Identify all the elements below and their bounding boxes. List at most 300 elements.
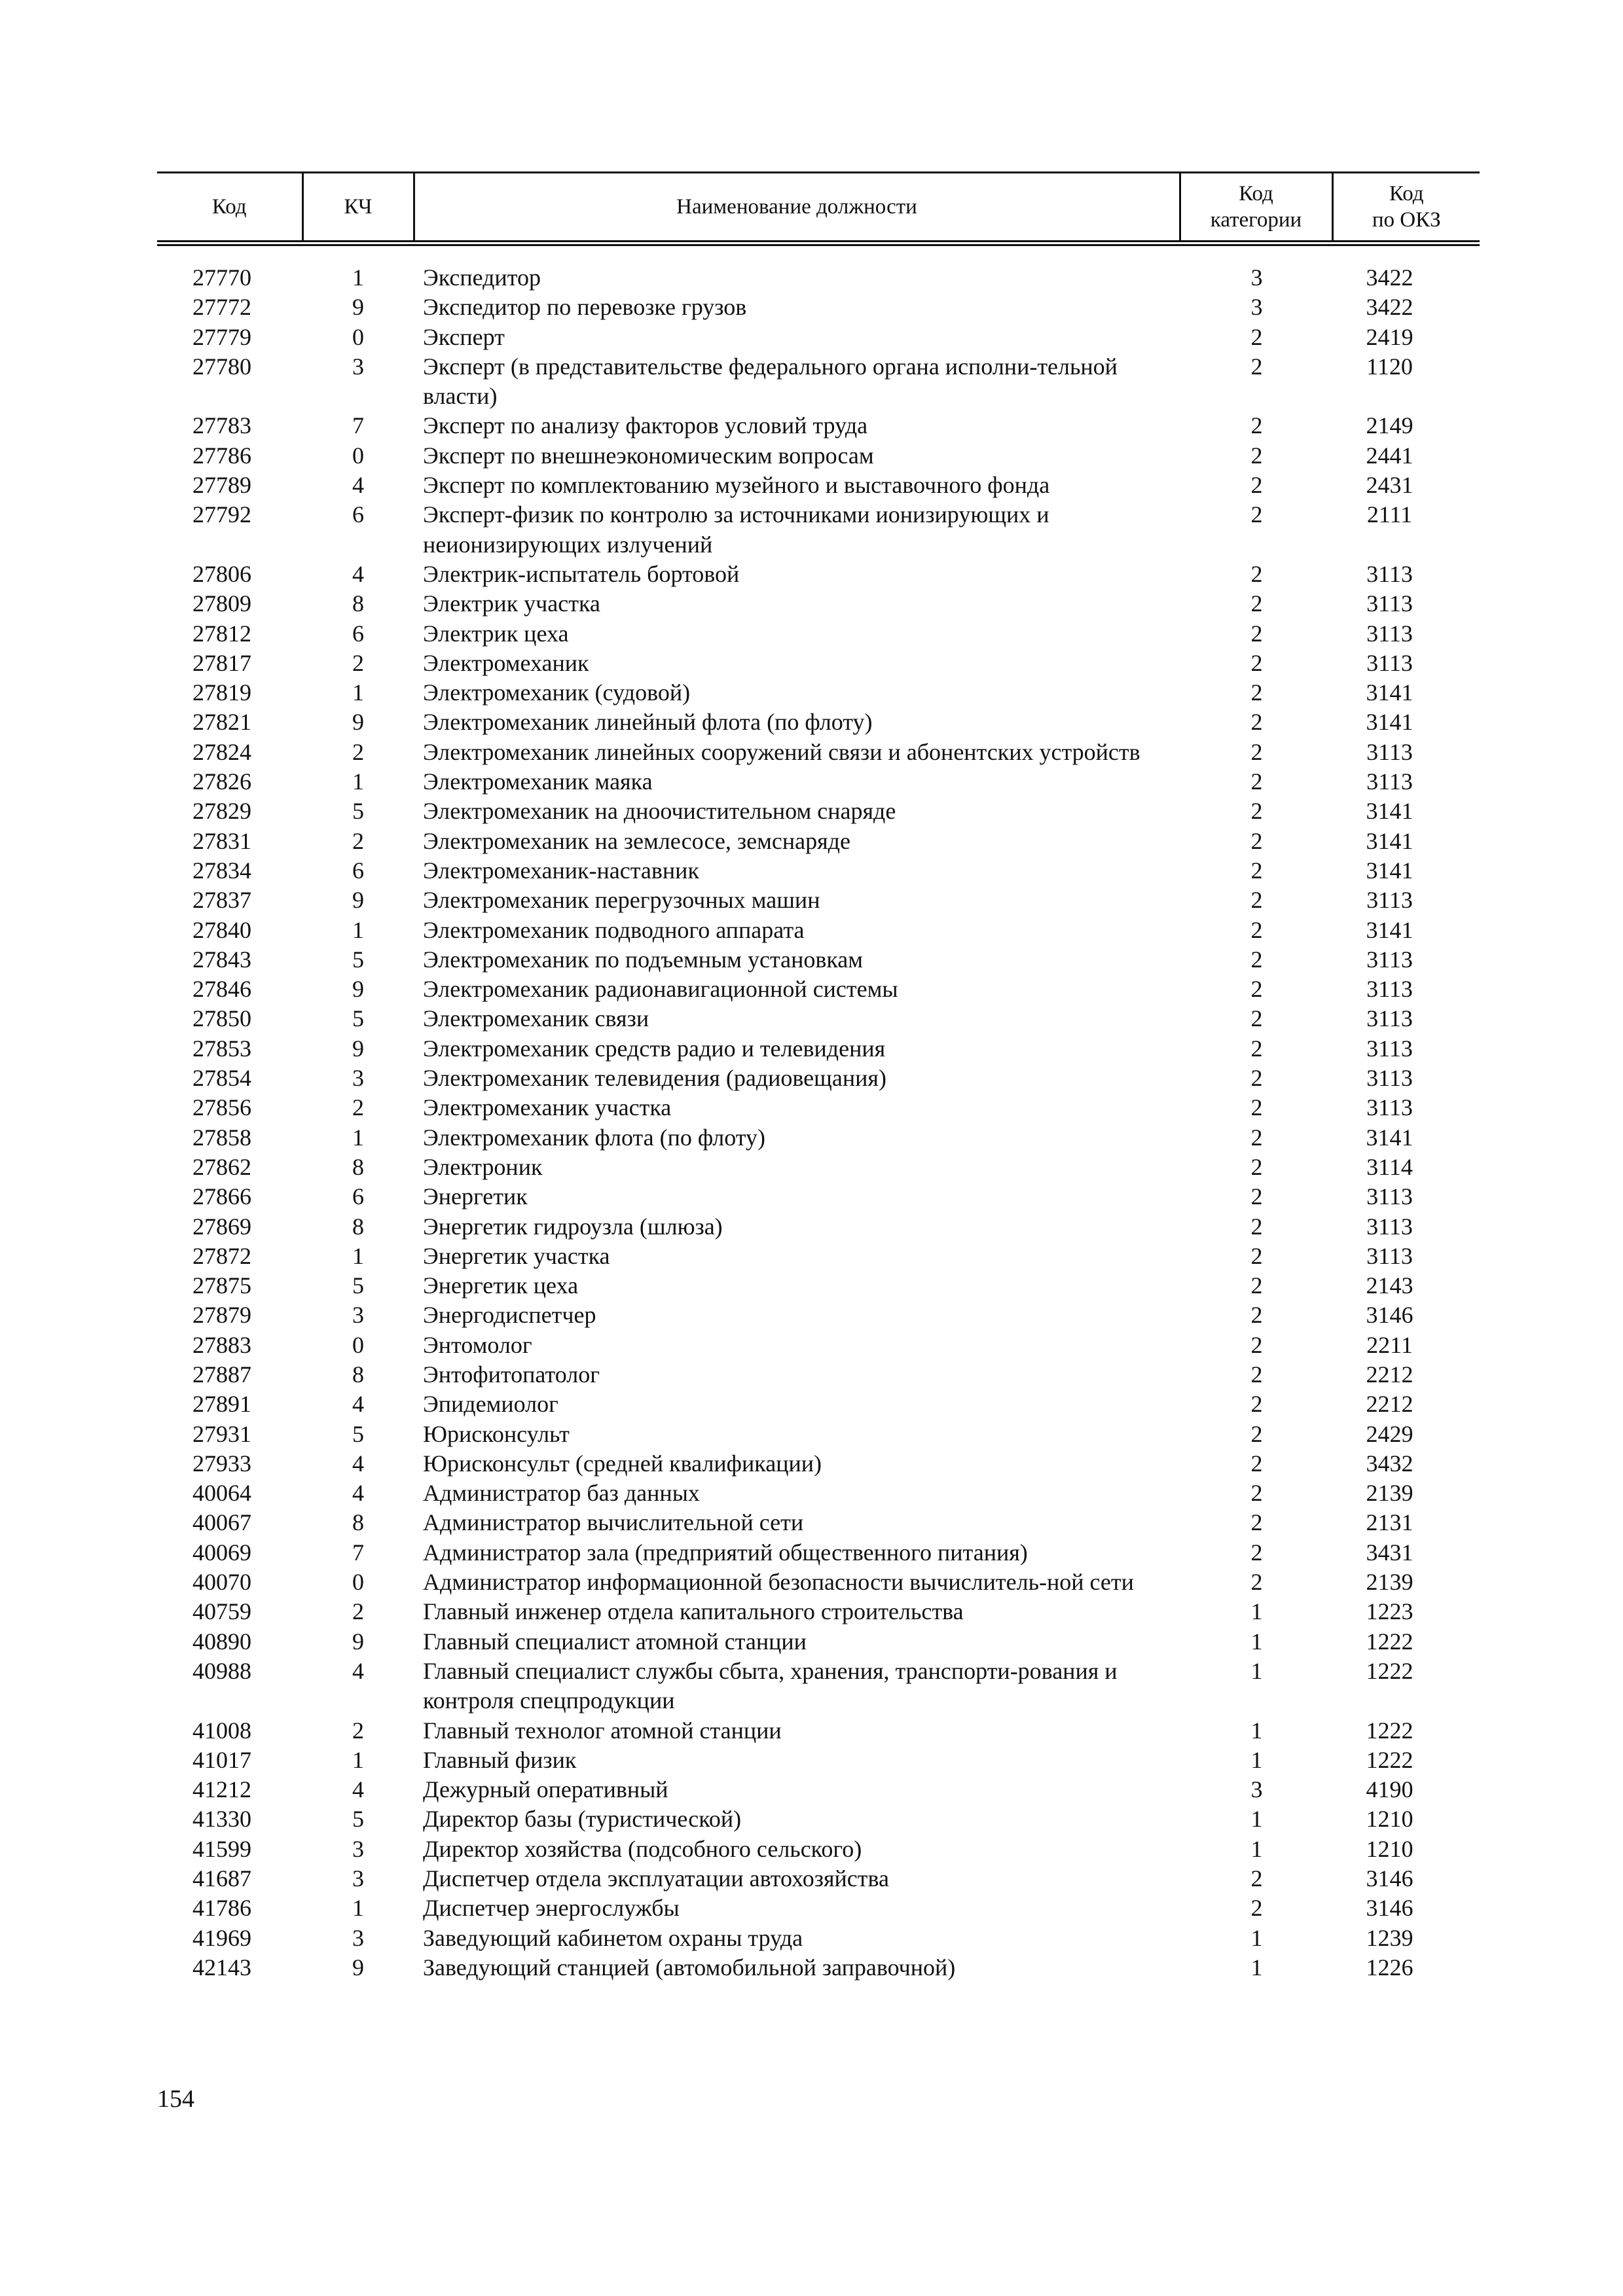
row-kch: 5 [352, 1272, 364, 1299]
row-position-name: Юрисконсульт [423, 1420, 570, 1447]
row-position-name: Директор хозяйства (подсобного сельского) [423, 1835, 862, 1862]
header-category-code [1180, 173, 1332, 243]
row-position-name: Диспетчер отдела эксплуатации автохозяйства [423, 1865, 889, 1892]
row-okz: 4190 [1366, 1776, 1413, 1803]
row-category: 2 [1250, 768, 1263, 795]
row-category: 1 [1250, 1717, 1263, 1744]
row-okz: 3113 [1366, 1213, 1413, 1240]
row-okz: 3141 [1366, 857, 1413, 884]
row-code: 40069 [192, 1539, 251, 1566]
row-position-name: Главный технолог атомной станции [423, 1717, 782, 1744]
header-okz-code [1332, 173, 1480, 243]
row-code: 27858 [192, 1124, 251, 1151]
row-category: 2 [1250, 857, 1263, 884]
table-row [157, 352, 1480, 412]
row-kch: 4 [352, 472, 364, 499]
row-category: 2 [1250, 472, 1263, 499]
row-code: 27933 [192, 1450, 251, 1477]
row-kch: 3 [352, 1835, 364, 1862]
row-position-name: Электрик-испытатель бортовой [423, 560, 740, 587]
row-position-name: Энтомолог [423, 1331, 532, 1358]
row-code: 27862 [192, 1153, 251, 1180]
table-row [157, 1804, 1480, 1834]
row-category: 2 [1250, 887, 1263, 914]
table-row [157, 441, 1480, 471]
row-okz: 3141 [1366, 679, 1413, 706]
row-position-name: Энергетик гидроузла (шлюза) [423, 1213, 723, 1240]
row-position-name: Электромеханик перегрузочных машин [423, 887, 820, 914]
table-row [157, 471, 1480, 500]
row-category: 2 [1250, 827, 1263, 854]
table-row [157, 1123, 1480, 1153]
row-kch: 9 [352, 709, 364, 736]
row-kch: 3 [352, 1865, 364, 1892]
table-row [157, 1953, 1480, 1982]
row-kch: 9 [352, 1954, 364, 1981]
table-row [157, 1716, 1480, 1746]
table-row [157, 649, 1480, 678]
row-okz: 1239 [1366, 1924, 1413, 1951]
table-row [157, 1182, 1480, 1211]
row-kch: 6 [352, 620, 364, 647]
row-okz: 3113 [1366, 946, 1413, 973]
row-position-name: Эксперт по анализу факторов условий труда [423, 412, 868, 439]
table-body [157, 243, 1480, 1983]
row-position-name: Электромеханик связи [423, 1005, 649, 1032]
row-category: 2 [1250, 442, 1263, 469]
table-row [157, 1449, 1480, 1479]
row-code: 27831 [192, 827, 251, 854]
table-row [157, 1242, 1480, 1271]
row-category: 2 [1250, 1865, 1263, 1892]
row-okz: 3146 [1366, 1895, 1413, 1922]
table-row [157, 1390, 1480, 1419]
row-position-name: Администратор вычислительной сети [423, 1509, 804, 1536]
row-position-name: Электроник [423, 1153, 543, 1180]
row-kch: 0 [352, 323, 364, 350]
table-row [157, 500, 1480, 560]
row-category: 2 [1250, 738, 1263, 765]
row-category: 1 [1250, 1746, 1263, 1773]
row-code: 27809 [192, 590, 251, 617]
document-page [157, 171, 1480, 1982]
row-code: 27780 [192, 353, 251, 380]
row-code: 41017 [192, 1746, 251, 1773]
row-position-name: Энергетик участка [423, 1242, 610, 1269]
row-kch: 4 [352, 1776, 364, 1803]
row-okz: 3113 [1366, 620, 1413, 647]
row-category: 2 [1250, 1450, 1263, 1477]
row-position-name: Энергетик [423, 1183, 528, 1210]
table-row [157, 975, 1480, 1004]
row-code: 27883 [192, 1331, 251, 1358]
table-row [157, 886, 1480, 915]
row-code: 41786 [192, 1895, 251, 1922]
row-code: 27812 [192, 620, 251, 647]
table-row [157, 767, 1480, 797]
row-code: 27856 [192, 1094, 251, 1121]
row-position-name: Электрик цеха [423, 620, 569, 647]
row-kch: 7 [352, 412, 364, 439]
row-category: 2 [1250, 916, 1263, 943]
row-position-name: Главный инженер отдела капитального строительства [423, 1598, 964, 1625]
page-number: 154 [157, 2085, 194, 2113]
table-row [157, 1004, 1480, 1033]
table-row [157, 1835, 1480, 1864]
row-code: 27786 [192, 442, 251, 469]
row-kch: 4 [352, 1480, 364, 1507]
row-kch: 1 [352, 916, 364, 943]
row-okz: 1222 [1366, 1746, 1413, 1773]
row-category: 3 [1250, 294, 1263, 321]
row-position-name: Электромеханик на землесосе, земснаряде [423, 827, 850, 854]
row-position-name: Заведующий станцией (автомобильной заправочной) [423, 1954, 956, 1981]
row-kch: 2 [352, 1094, 364, 1121]
row-position-name: Администратор баз данных [423, 1480, 700, 1507]
table-row [157, 708, 1480, 737]
row-position-name: Экспедитор [423, 264, 541, 291]
row-position-name: Электромеханик линейный флота (по флоту) [423, 709, 873, 736]
row-okz: 1120 [1366, 353, 1413, 380]
row-code: 27819 [192, 679, 251, 706]
row-okz: 3113 [1366, 1065, 1413, 1092]
row-kch: 5 [352, 946, 364, 973]
row-position-name: Электромеханик маяка [423, 768, 653, 795]
row-code: 41687 [192, 1865, 251, 1892]
row-category: 1 [1250, 1657, 1263, 1684]
row-position-name: Эксперт [423, 323, 505, 350]
row-okz: 1222 [1366, 1657, 1413, 1684]
row-category: 2 [1250, 798, 1263, 825]
row-kch: 2 [352, 827, 364, 854]
row-position-name: Главный физик [423, 1746, 577, 1773]
row-position-name: Электромеханик средств радио и телевидения [423, 1035, 886, 1062]
table-row [157, 1568, 1480, 1597]
row-category: 1 [1250, 1924, 1263, 1951]
row-kch: 9 [352, 887, 364, 914]
row-code: 41008 [192, 1717, 251, 1744]
table-row [157, 1508, 1480, 1537]
row-kch: 2 [352, 649, 364, 676]
row-kch: 0 [352, 1331, 364, 1358]
row-okz: 1210 [1366, 1806, 1413, 1833]
row-okz: 3432 [1366, 1450, 1413, 1477]
row-category: 2 [1250, 1895, 1263, 1922]
row-kch: 9 [352, 294, 364, 321]
row-position-name: Электрик участка [423, 590, 600, 617]
row-okz: 3422 [1366, 264, 1413, 291]
row-kch: 8 [352, 1153, 364, 1180]
row-category: 3 [1250, 1776, 1263, 1803]
row-position-name: Дежурный оперативный [423, 1776, 668, 1803]
row-code: 40064 [192, 1480, 251, 1507]
row-code: 27879 [192, 1302, 251, 1329]
row-category: 2 [1250, 323, 1263, 350]
table-row [157, 1893, 1480, 1923]
header-okz-line2: по ОКЗ [1372, 208, 1441, 232]
row-category: 2 [1250, 976, 1263, 1003]
row-kch: 5 [352, 1806, 364, 1833]
row-okz: 2419 [1366, 323, 1413, 350]
row-category: 2 [1250, 649, 1263, 676]
row-position-name: Электромеханик линейных сооружений связи и абонентских устройств [423, 738, 1140, 765]
row-code: 27866 [192, 1183, 251, 1210]
row-kch: 3 [352, 1065, 364, 1092]
row-okz: 3141 [1366, 916, 1413, 943]
row-okz: 2139 [1366, 1480, 1413, 1507]
row-okz: 3146 [1366, 1302, 1413, 1329]
row-okz: 3113 [1366, 976, 1413, 1003]
table-row [157, 1300, 1480, 1330]
table-row [157, 1331, 1480, 1360]
row-category: 2 [1250, 679, 1263, 706]
header-position-name: Наименование должности [414, 173, 1180, 243]
row-kch: 3 [352, 1924, 364, 1951]
row-okz: 2111 [1366, 501, 1413, 528]
row-okz: 3113 [1366, 1035, 1413, 1062]
row-kch: 9 [352, 976, 364, 1003]
row-code: 42143 [192, 1954, 251, 1981]
row-position-name: Электромеханик на дноочистительном снаряде [423, 798, 896, 825]
row-kch: 8 [352, 1213, 364, 1240]
row-kch: 4 [352, 1657, 364, 1684]
row-category: 2 [1250, 1569, 1263, 1596]
row-kch: 1 [352, 768, 364, 795]
row-position-name: Главный специалист службы сбыта, хранения, транспорти-рования и контроля спецпродукции [423, 1657, 1118, 1714]
row-kch: 6 [352, 501, 364, 528]
row-kch: 1 [352, 264, 364, 291]
row-okz: 2139 [1366, 1569, 1413, 1596]
row-kch: 1 [352, 679, 364, 706]
row-okz: 2441 [1366, 442, 1413, 469]
row-okz: 3113 [1366, 1242, 1413, 1269]
row-okz: 3113 [1366, 738, 1413, 765]
row-code: 27829 [192, 798, 251, 825]
row-code: 27826 [192, 768, 251, 795]
row-okz: 3113 [1366, 1005, 1413, 1032]
row-position-name: Электромеханик радионавигационной системы [423, 976, 898, 1003]
row-category: 1 [1250, 1954, 1263, 1981]
table-row [157, 1479, 1480, 1508]
table-row [157, 945, 1480, 975]
row-category: 1 [1250, 1835, 1263, 1862]
row-kch: 9 [352, 1628, 364, 1655]
row-okz: 3141 [1366, 827, 1413, 854]
row-category: 2 [1250, 560, 1263, 587]
table-row [157, 1864, 1480, 1893]
row-category: 2 [1250, 1331, 1263, 1358]
row-position-name: Администратор зала (предприятий общественного питания) [423, 1539, 1028, 1566]
row-code: 27772 [192, 294, 251, 321]
row-category: 2 [1250, 1302, 1263, 1329]
row-code: 27840 [192, 916, 251, 943]
row-position-name: Эксперт (в представительстве федерального органа исполни-тельной власти) [423, 353, 1118, 410]
row-okz: 3431 [1366, 1539, 1413, 1566]
row-position-name: Электромеханик [423, 649, 589, 676]
row-category: 2 [1250, 353, 1263, 380]
row-category: 2 [1250, 620, 1263, 647]
table-row [157, 678, 1480, 708]
table-row [157, 1657, 1480, 1716]
row-kch: 4 [352, 560, 364, 587]
row-category: 2 [1250, 1391, 1263, 1418]
row-code: 27891 [192, 1391, 251, 1418]
row-position-name: Юрисконсульт (средней квалификации) [423, 1450, 822, 1477]
table-row [157, 827, 1480, 856]
row-position-name: Энтофитопатолог [423, 1361, 600, 1388]
row-code: 27779 [192, 323, 251, 350]
row-okz: 2212 [1366, 1391, 1413, 1418]
row-kch: 3 [352, 353, 364, 380]
row-position-name: Эксперт по комплектованию музейного и выставочного фонда [423, 472, 1050, 499]
row-category: 2 [1250, 1065, 1263, 1092]
row-kch: 4 [352, 1450, 364, 1477]
row-okz: 1210 [1366, 1835, 1413, 1862]
table-row [157, 560, 1480, 589]
row-code: 40070 [192, 1569, 251, 1596]
row-category: 3 [1250, 264, 1263, 291]
row-okz: 3141 [1366, 1124, 1413, 1151]
table-row [157, 1924, 1480, 1953]
row-code: 27789 [192, 472, 251, 499]
row-kch: 5 [352, 798, 364, 825]
table-row [157, 323, 1480, 352]
row-category: 2 [1250, 1480, 1263, 1507]
row-code: 27843 [192, 946, 251, 973]
row-okz: 3422 [1366, 294, 1413, 321]
table-row [157, 619, 1480, 649]
row-okz: 3113 [1366, 887, 1413, 914]
row-position-name: Электромеханик телевидения (радиовещания) [423, 1065, 886, 1092]
row-code: 27770 [192, 264, 251, 291]
row-category: 2 [1250, 1361, 1263, 1388]
header-code: Код [157, 173, 302, 243]
positions-table [157, 171, 1480, 1982]
row-code: 41212 [192, 1776, 251, 1803]
row-code: 40759 [192, 1598, 251, 1625]
row-position-name: Энергетик цеха [423, 1272, 579, 1299]
row-position-name: Диспетчер энергослужбы [423, 1895, 680, 1922]
row-category: 1 [1250, 1628, 1263, 1655]
table-row [157, 1360, 1480, 1390]
row-kch: 0 [352, 1569, 364, 1596]
table-row [157, 1775, 1480, 1804]
table-row [157, 738, 1480, 767]
row-okz: 3113 [1366, 1094, 1413, 1121]
row-code: 40067 [192, 1509, 251, 1536]
table-row [157, 1420, 1480, 1449]
row-category: 2 [1250, 1035, 1263, 1062]
row-position-name: Электромеханик флота (по флоту) [423, 1124, 766, 1151]
row-position-name: Эксперт-физик по контролю за источниками ионизирующих и неионизирующих излучений [423, 501, 1049, 558]
table-row [157, 293, 1480, 322]
row-category: 1 [1250, 1806, 1263, 1833]
row-okz: 3113 [1366, 649, 1413, 676]
row-position-name: Энергодиспетчер [423, 1302, 596, 1329]
row-category: 2 [1250, 1242, 1263, 1269]
row-code: 27854 [192, 1065, 251, 1092]
header-category-line1: Код [1239, 182, 1273, 206]
row-code: 27875 [192, 1272, 251, 1299]
table-row [157, 1538, 1480, 1568]
row-category: 2 [1250, 1420, 1263, 1447]
table-row [157, 1271, 1480, 1300]
row-kch: 5 [352, 1420, 364, 1447]
table-row [157, 856, 1480, 886]
row-code: 41969 [192, 1924, 251, 1951]
row-kch: 2 [352, 1717, 364, 1744]
row-code: 40988 [192, 1657, 251, 1684]
row-code: 27806 [192, 560, 251, 587]
table-header [157, 173, 1480, 243]
row-kch: 4 [352, 1391, 364, 1418]
row-position-name: Администратор информационной безопасности вычислитель-ной сети [423, 1569, 1134, 1596]
row-code: 27853 [192, 1035, 251, 1062]
header-okz-line1: Код [1389, 182, 1424, 206]
row-code: 27869 [192, 1213, 251, 1240]
row-okz: 2431 [1366, 472, 1413, 499]
row-okz: 1222 [1366, 1717, 1413, 1744]
row-position-name: Эксперт по внешнеэкономическим вопросам [423, 442, 874, 469]
row-okz: 2143 [1366, 1272, 1413, 1299]
row-position-name: Электромеханик-наставник [423, 857, 699, 884]
row-category: 2 [1250, 1183, 1263, 1210]
row-category: 1 [1250, 1598, 1263, 1625]
row-kch: 0 [352, 442, 364, 469]
table-row [157, 589, 1480, 619]
row-okz: 2149 [1366, 412, 1413, 439]
row-kch: 1 [352, 1895, 364, 1922]
table-row [157, 1627, 1480, 1657]
row-kch: 5 [352, 1005, 364, 1032]
table-row [157, 1746, 1480, 1775]
row-okz: 3114 [1366, 1153, 1413, 1180]
row-kch: 6 [352, 857, 364, 884]
row-kch: 2 [352, 738, 364, 765]
row-code: 27817 [192, 649, 251, 676]
row-kch: 1 [352, 1242, 364, 1269]
table-row [157, 797, 1480, 826]
row-okz: 3113 [1366, 590, 1413, 617]
table-row [157, 1153, 1480, 1182]
row-code: 27850 [192, 1005, 251, 1032]
row-category: 2 [1250, 709, 1263, 736]
row-kch: 2 [352, 1598, 364, 1625]
row-category: 2 [1250, 946, 1263, 973]
table-row [157, 916, 1480, 945]
row-code: 27837 [192, 887, 251, 914]
row-position-name: Экспедитор по перевозке грузов [423, 294, 747, 321]
header-kch: КЧ [302, 173, 414, 243]
row-category: 2 [1250, 1094, 1263, 1121]
row-okz: 3146 [1366, 1865, 1413, 1892]
row-category: 2 [1250, 1124, 1263, 1151]
row-okz: 1223 [1366, 1598, 1413, 1625]
row-code: 27846 [192, 976, 251, 1003]
row-okz: 3113 [1366, 1183, 1413, 1210]
row-kch: 9 [352, 1035, 364, 1062]
row-category: 2 [1250, 1539, 1263, 1566]
row-position-name: Главный специалист атомной станции [423, 1628, 807, 1655]
table-row [157, 1093, 1480, 1122]
row-code: 27821 [192, 709, 251, 736]
row-kch: 1 [352, 1124, 364, 1151]
row-okz: 2211 [1366, 1331, 1413, 1358]
table-row [157, 1597, 1480, 1626]
row-position-name: Электромеханик (судовой) [423, 679, 691, 706]
row-category: 2 [1250, 501, 1263, 528]
row-okz: 3141 [1366, 798, 1413, 825]
